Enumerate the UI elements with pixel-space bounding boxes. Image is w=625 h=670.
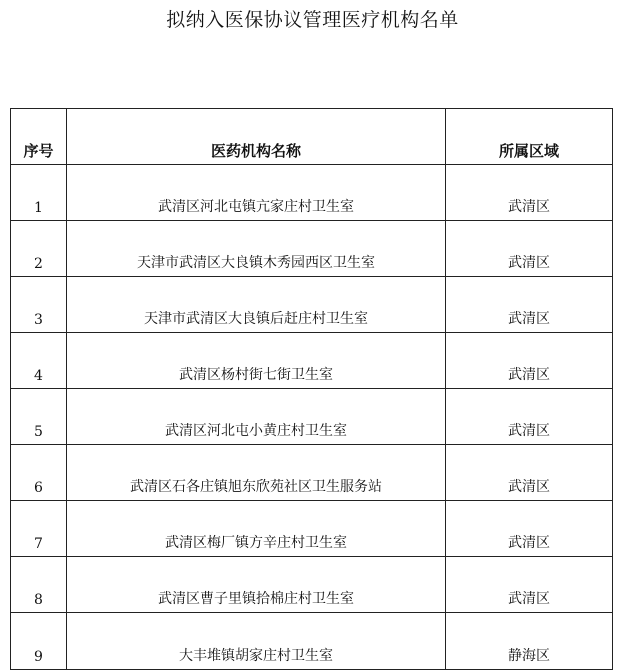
row-number: 3 xyxy=(11,277,67,333)
table-row xyxy=(11,333,613,389)
row-number: 7 xyxy=(11,501,67,557)
table-header xyxy=(11,109,613,165)
region-name: 武清区 xyxy=(446,445,613,501)
region-name: 武清区 xyxy=(446,389,613,445)
region-name: 武清区 xyxy=(446,165,613,221)
institution-name: 武清区河北屯镇亢家庄村卫生室 xyxy=(67,165,446,221)
header-region: 所属区域 xyxy=(446,109,613,165)
header-row xyxy=(11,109,613,165)
region-name: 武清区 xyxy=(446,221,613,277)
table-row xyxy=(11,613,613,670)
table-row xyxy=(11,221,613,277)
institution-name: 武清区梅厂镇方辛庄村卫生室 xyxy=(67,501,446,557)
region-name: 武清区 xyxy=(446,277,613,333)
row-number: 6 xyxy=(11,445,67,501)
header-name: 医药机构名称 xyxy=(67,109,446,165)
row-number: 4 xyxy=(11,333,67,389)
institution-table xyxy=(10,108,613,670)
document-title: 拟纳入医保协议管理医疗机构名单 xyxy=(166,9,459,31)
table-row xyxy=(11,501,613,557)
row-number: 5 xyxy=(11,389,67,445)
table-row xyxy=(11,277,613,333)
table-row xyxy=(11,557,613,613)
institution-name: 武清区曹子里镇拾棉庄村卫生室 xyxy=(67,557,446,613)
table-row xyxy=(11,445,613,501)
institution-name: 天津市武清区大良镇后赶庄村卫生室 xyxy=(67,277,446,333)
row-number: 1 xyxy=(11,165,67,221)
institution-name: 武清区杨村街七街卫生室 xyxy=(67,333,446,389)
row-number: 9 xyxy=(11,613,67,670)
institution-name: 天津市武清区大良镇木秀园西区卫生室 xyxy=(67,221,446,277)
row-number: 8 xyxy=(11,557,67,613)
header-no: 序号 xyxy=(11,109,67,165)
region-name: 武清区 xyxy=(446,557,613,613)
table-row xyxy=(11,389,613,445)
region-name: 武清区 xyxy=(446,501,613,557)
region-name: 武清区 xyxy=(446,333,613,389)
row-number: 2 xyxy=(11,221,67,277)
institution-name: 武清区河北屯小黄庄村卫生室 xyxy=(67,389,446,445)
table-body xyxy=(11,165,613,670)
region-name: 静海区 xyxy=(446,613,613,670)
institution-name: 武清区石各庄镇旭东欣苑社区卫生服务站 xyxy=(67,445,446,501)
table-row xyxy=(11,165,613,221)
institution-name: 大丰堆镇胡家庄村卫生室 xyxy=(67,613,446,670)
